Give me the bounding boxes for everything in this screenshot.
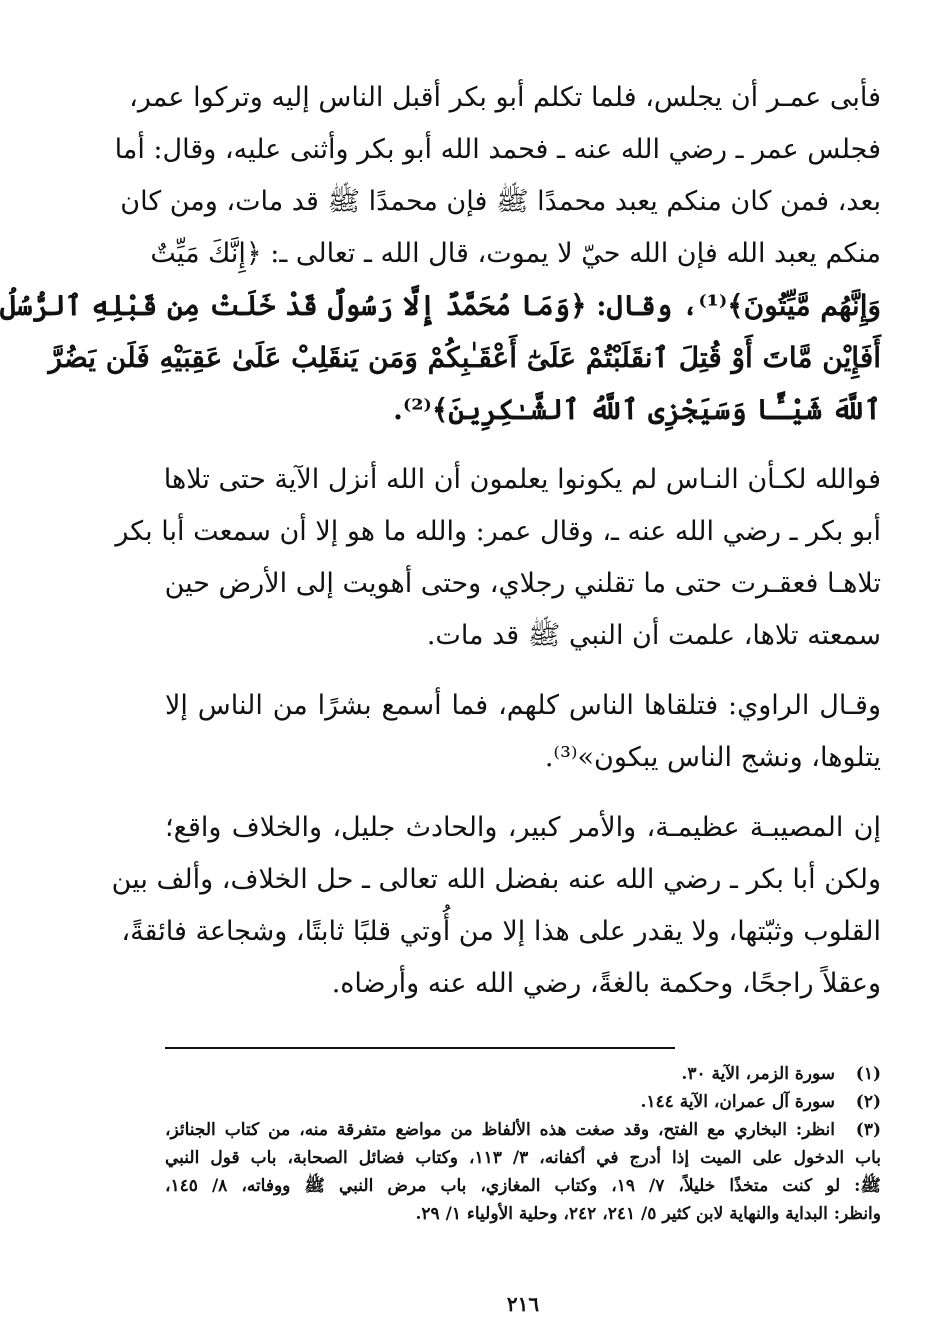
text-line: فأبى عمـر أن يجلس، فلما تكلم أبو بكر أقبل الناس إليه وتركوا عمر، <box>129 82 881 113</box>
text-line: فجلس عمر ـ رضي الله عنه ـ فحمد الله أبو بكر وأثنى عليه، وقال: أما <box>114 134 881 165</box>
footnote-number: (٢) <box>855 1092 881 1112</box>
text-line: أبو بكر ـ رضي الله عنه ـ، وقال عمر: والله ما هو إلا أن سمعت أبا بكر <box>115 516 881 547</box>
paragraph-4 <box>111 802 881 1010</box>
text-line: منكم يعبد الله فإن الله حيّ لا يموت، قال الله ـ تعالى ـ: ﴿إِنَّكَ مَيِّتٌ <box>150 238 881 269</box>
text-line: بعد، فمن كان منكم يعبد محمدًا ﷺ فإن محمدًا ﷺ قد مات، ومن كان <box>120 186 881 217</box>
footnote-text: باب الدخول على الميت إذا أدرج في أكفانه، ٣/ ١١٣، وكتاب فضائل الصحابة، باب قول النبي <box>165 1148 881 1168</box>
text-line: سمعته تلاها، علمت أن النبي ﷺ قد مات. <box>426 620 881 651</box>
footnote-text: سورة الزمر، الآية ٣٠. <box>681 1064 835 1084</box>
text-line: وعقلاً راجحًا، وحكمة بالغةً، رضي الله عنه وأرضاه. <box>331 968 881 999</box>
text-line: تلاهـا فعقـرت حتى ما تقلني رجلاي، وحتى أهويت إلى الأرض حين <box>164 568 881 599</box>
footnote-3 <box>165 1116 881 1228</box>
footnote-number: (٣) <box>855 1120 881 1140</box>
footnote-2 <box>165 1088 881 1116</box>
footnote-number: (١) <box>855 1064 881 1084</box>
page-number: ٢١٦ <box>506 1292 540 1316</box>
main-text <box>0 72 881 1010</box>
text-line: وقـال الراوي: فتلقاها الناس كلهم، فما أسمع بشرًا من الناس إلا <box>165 690 881 721</box>
footnote-text: وانظر: البداية والنهاية لابن كثير ٥/ ٢٤١، ٢٤٢، وحلية الأولياء ١/ ٢٩. <box>415 1204 881 1224</box>
quran-verse-line: أَفَإِيْن مَّاتَ أَوْ قُتِلَ ٱنقَلَبْتُمْ عَلَىٰٓ أَعْقَـٰبِكُمْ وَمَن يَنقَلِبْ عَلَىٰ عَقِبَيْهِ فَلَن يَضُرَّ <box>48 341 881 374</box>
paragraph-2 <box>115 454 881 662</box>
text-line: يتلوها، ونشج الناس يبكون»⁽³⁾. <box>544 742 881 773</box>
text-line: القلوب وثبّتها، ولا يقدر على هذا إلا من أُوتي قلبًا ثابتًا، وشجاعة فائقةً، <box>121 916 881 947</box>
paragraph-3 <box>165 680 881 784</box>
text-line: إن المصيبـة عظيمـة، والأمر كبير، والحادث جليل، والخلاف واقع؛ <box>165 812 881 843</box>
text-line: ولكن أبا بكر ـ رضي الله عنه بفضل الله تعالى ـ حل الخلاف، وألف بين <box>111 864 881 895</box>
paragraph-1 <box>0 72 881 436</box>
footnote-text: انظر: البخاري مع الفتح، وقد صغت هذه الألفاظ من مواضع متفرقة منه، من كتاب الجنائز، <box>165 1120 835 1140</box>
footnote-text: ﷺ: لو كنت متخذًا خليلاً، ٧/ ١٩، وكتاب المغازي، باب مرض النبي ﷺ ووفاته، ٨/ ١٤٥، <box>165 1176 881 1196</box>
footnote-1 <box>165 1060 881 1088</box>
text-line: فوالله لكـأن النـاس لم يكونوا يعلمون أن الله أنزل الآية حتى تلاها <box>163 464 881 495</box>
footnote-divider <box>165 1047 675 1049</box>
footnotes <box>165 1060 881 1228</box>
quran-verse-line: وَإِنَّهُم مَّيِّتُونَ﴾⁽¹⁾، وقال: ﴿وَمَا مُحَمَّدٌ إِلَّا رَسُولٌ قَدْ خَلَتْ مِن قَبْلِهِ ٱلرُّسُلُ <box>0 289 881 322</box>
quran-verse-line: ٱللَّهَ شَيْـًٔا وَسَيَجْزِى ٱللَّهُ ٱلشَّـٰكِرِينَ﴾⁽²⁾. <box>393 393 881 426</box>
footnote-text: سورة آل عمران، الآية ١٤٤. <box>640 1092 835 1112</box>
